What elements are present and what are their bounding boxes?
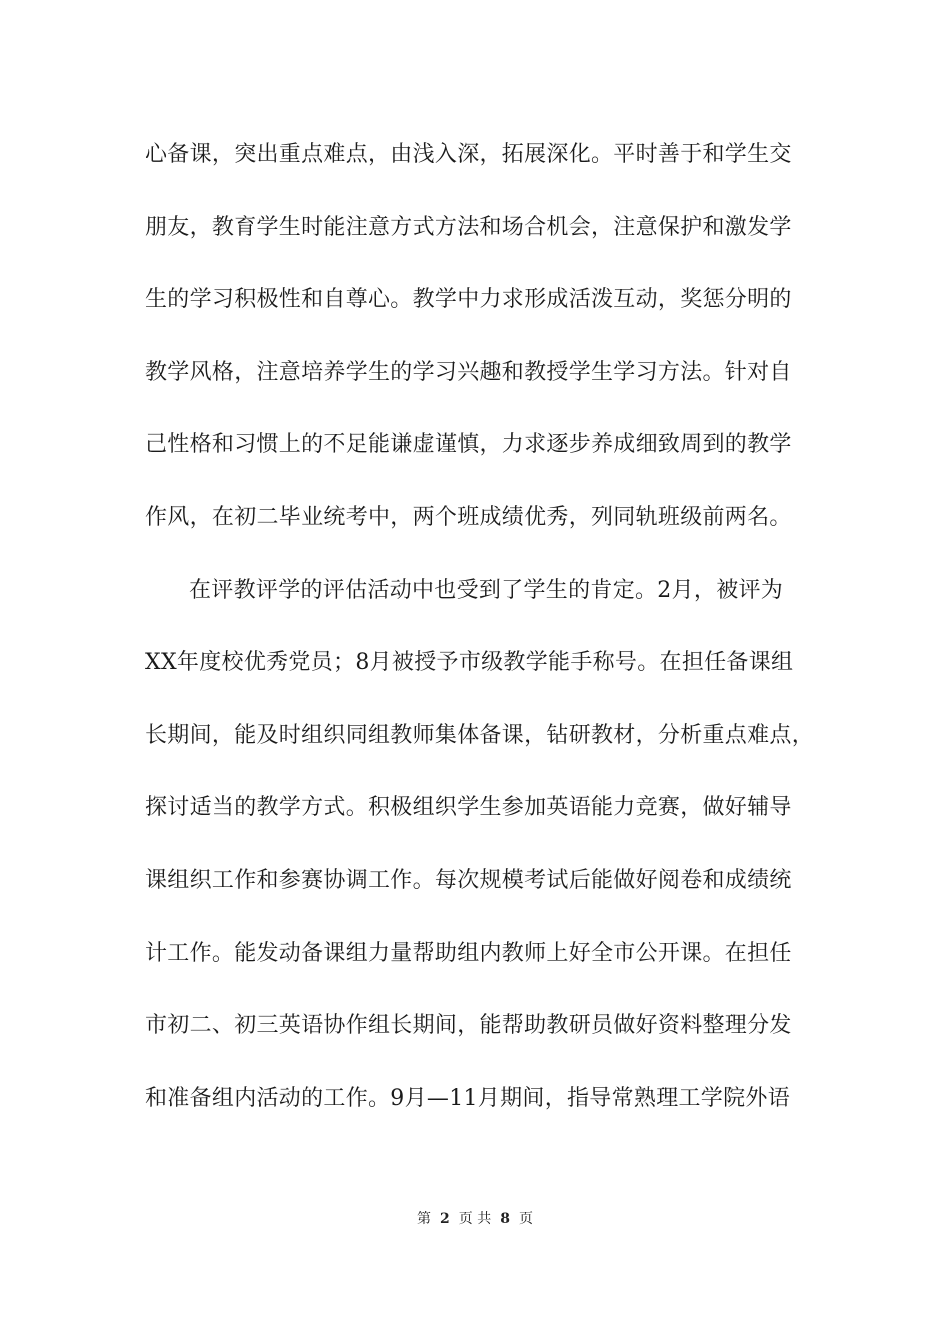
text-line: 作风，在初二毕业统考中，两个班成绩优秀，列同轨班级前两名。 [145, 504, 792, 530]
text-line: 课组织工作和参赛协调工作。每次规模考试后能做好阅卷和成绩统 [145, 867, 792, 893]
text-line: 己性格和习惯上的不足能谦虚谨慎，力求逐步养成细致周到的教学 [145, 432, 792, 458]
body-text [145, 132, 815, 1148]
text-line: 朋友，教育学生时能注意方式方法和场合机会，注意保护和激发学 [145, 214, 792, 240]
footer-suffix: 页 [518, 1211, 533, 1227]
text-line: 教学风格，注意培养学生的学习兴趣和教授学生学习方法。针对自 [145, 359, 792, 385]
text-line: 长期间，能及时组织同组教师集体备课，钻研教材，分析重点难点， [145, 722, 815, 748]
text-line: 在评教评学的评估活动中也受到了学生的肯定。2月，被评为 [189, 577, 784, 603]
page-footer [0, 1208, 950, 1228]
text-line: 市初二、初三英语协作组长期间，能帮助教研员做好资料整理分发 [145, 1013, 792, 1039]
text-line: 计工作。能发动备课组力量帮助组内教师上好全市公开课。在担任 [145, 940, 792, 966]
text-line: 心备课，突出重点难点，由浅入深，拓展深化。平时善于和学生交 [145, 142, 792, 167]
text-line: XX年度校优秀党员；8月被授予市级教学能手称号。在担任备课组 [145, 650, 794, 676]
footer-middle: 页 共 [458, 1211, 492, 1227]
current-page-number: 2 [440, 1211, 450, 1227]
text-line: 探讨适当的教学方式。积极组织学生参加英语能力竞赛，做好辅导 [145, 795, 792, 821]
total-page-number: 8 [500, 1211, 510, 1227]
footer-prefix: 第 [417, 1211, 432, 1227]
text-line: 和准备组内活动的工作。9月—11月期间，指导常熟理工学院外语 [145, 1085, 790, 1111]
text-line: 生的学习积极性和自尊心。教学中力求形成活泼互动，奖惩分明的 [145, 287, 792, 313]
